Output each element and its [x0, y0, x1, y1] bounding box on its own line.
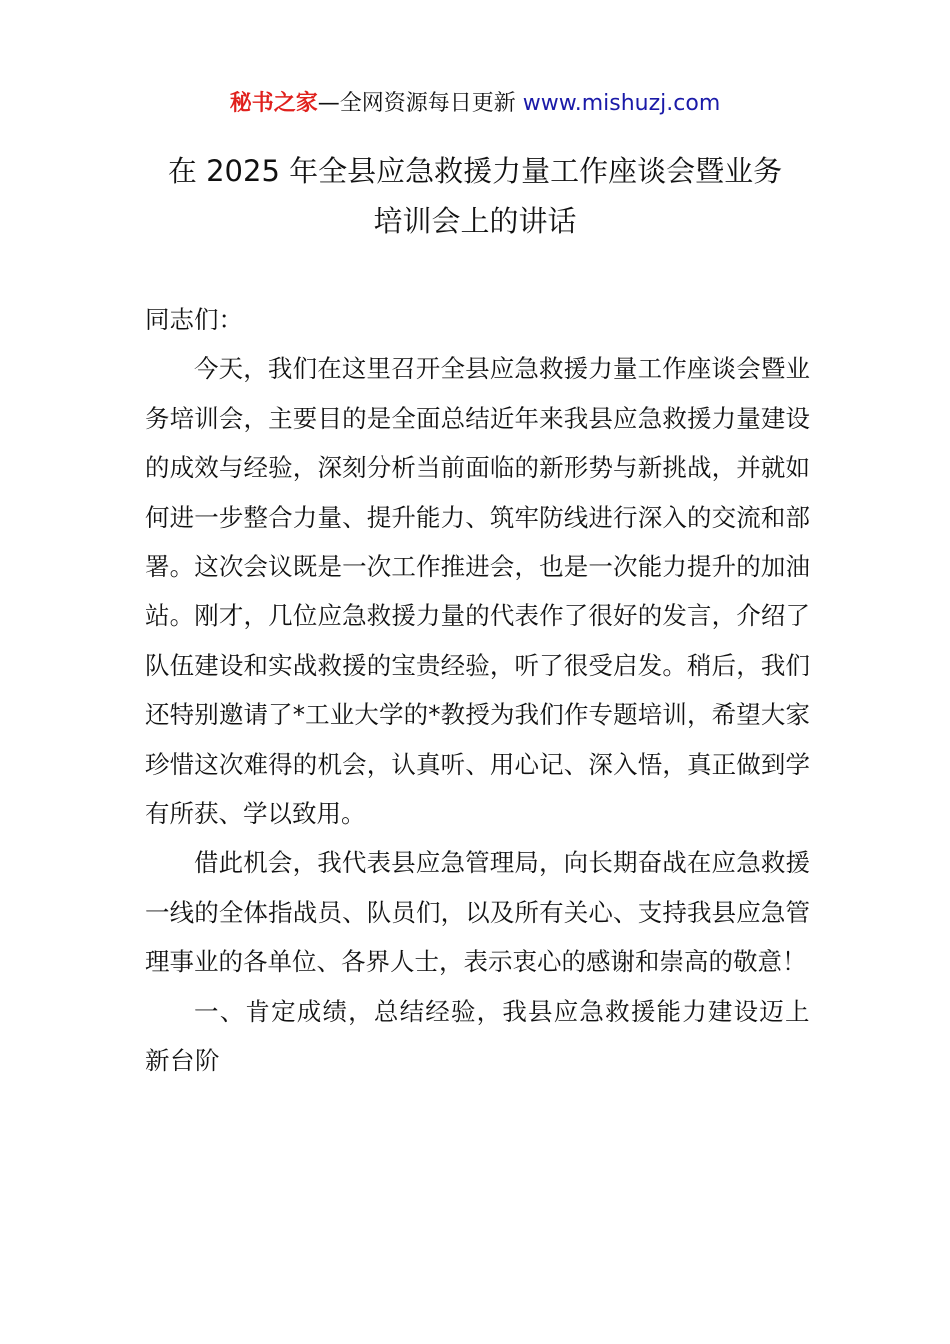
paragraph-thanks: 借此机会，我代表县应急管理局，向长期奋战在应急救援一线的全体指战员、队员们，以及所有关心、支持我县应急管理事业的各单位、各界人士，表示衷心的感谢和崇高的敬意！ [145, 848, 810, 977]
site-tagline: —全网资源每日更新 [317, 91, 523, 116]
document-title [120, 146, 830, 246]
document-title-line-2: 培训会上的讲话 [373, 204, 577, 238]
site-brand: 秘书之家 [229, 91, 318, 116]
document-body [145, 295, 810, 1086]
salutation: 同志们： [145, 305, 243, 334]
document-title-line-1: 在 2025 年全县应急救援力量工作座谈会暨业务 [167, 154, 783, 188]
section-heading-1: 一、肯定成绩，总结经验，我县应急救援能力建设迈上新台阶 [145, 996, 810, 1076]
site-url-link[interactable]: www.mishuzj.com [522, 91, 721, 116]
paragraph-opening: 今天，我们在这里召开全县应急救援力量工作座谈会暨业务培训会，主要目的是全面总结近年来我县应急救援力量建设的成效与经验，深刻分析当前面临的新形势与新挑战，并就如何进一步整合力量、提升能力、筑牢防线进行深入的交流和部署。这次会议既是一次工作推进会，也是一次能力提升的加油站。刚才，几位应急救援力量的代表作了很好的发言，介绍了队伍建设和实战救援的宝贵经验，听了很受启发。稍后，我们还特别邀请了*工业大学的*教授为我们作专题培训，希望大家珍惜这次难得的机会，认真听、用心记、深入悟，真正做到学有所获、学以致用。 [145, 354, 810, 829]
site-header [0, 88, 950, 120]
